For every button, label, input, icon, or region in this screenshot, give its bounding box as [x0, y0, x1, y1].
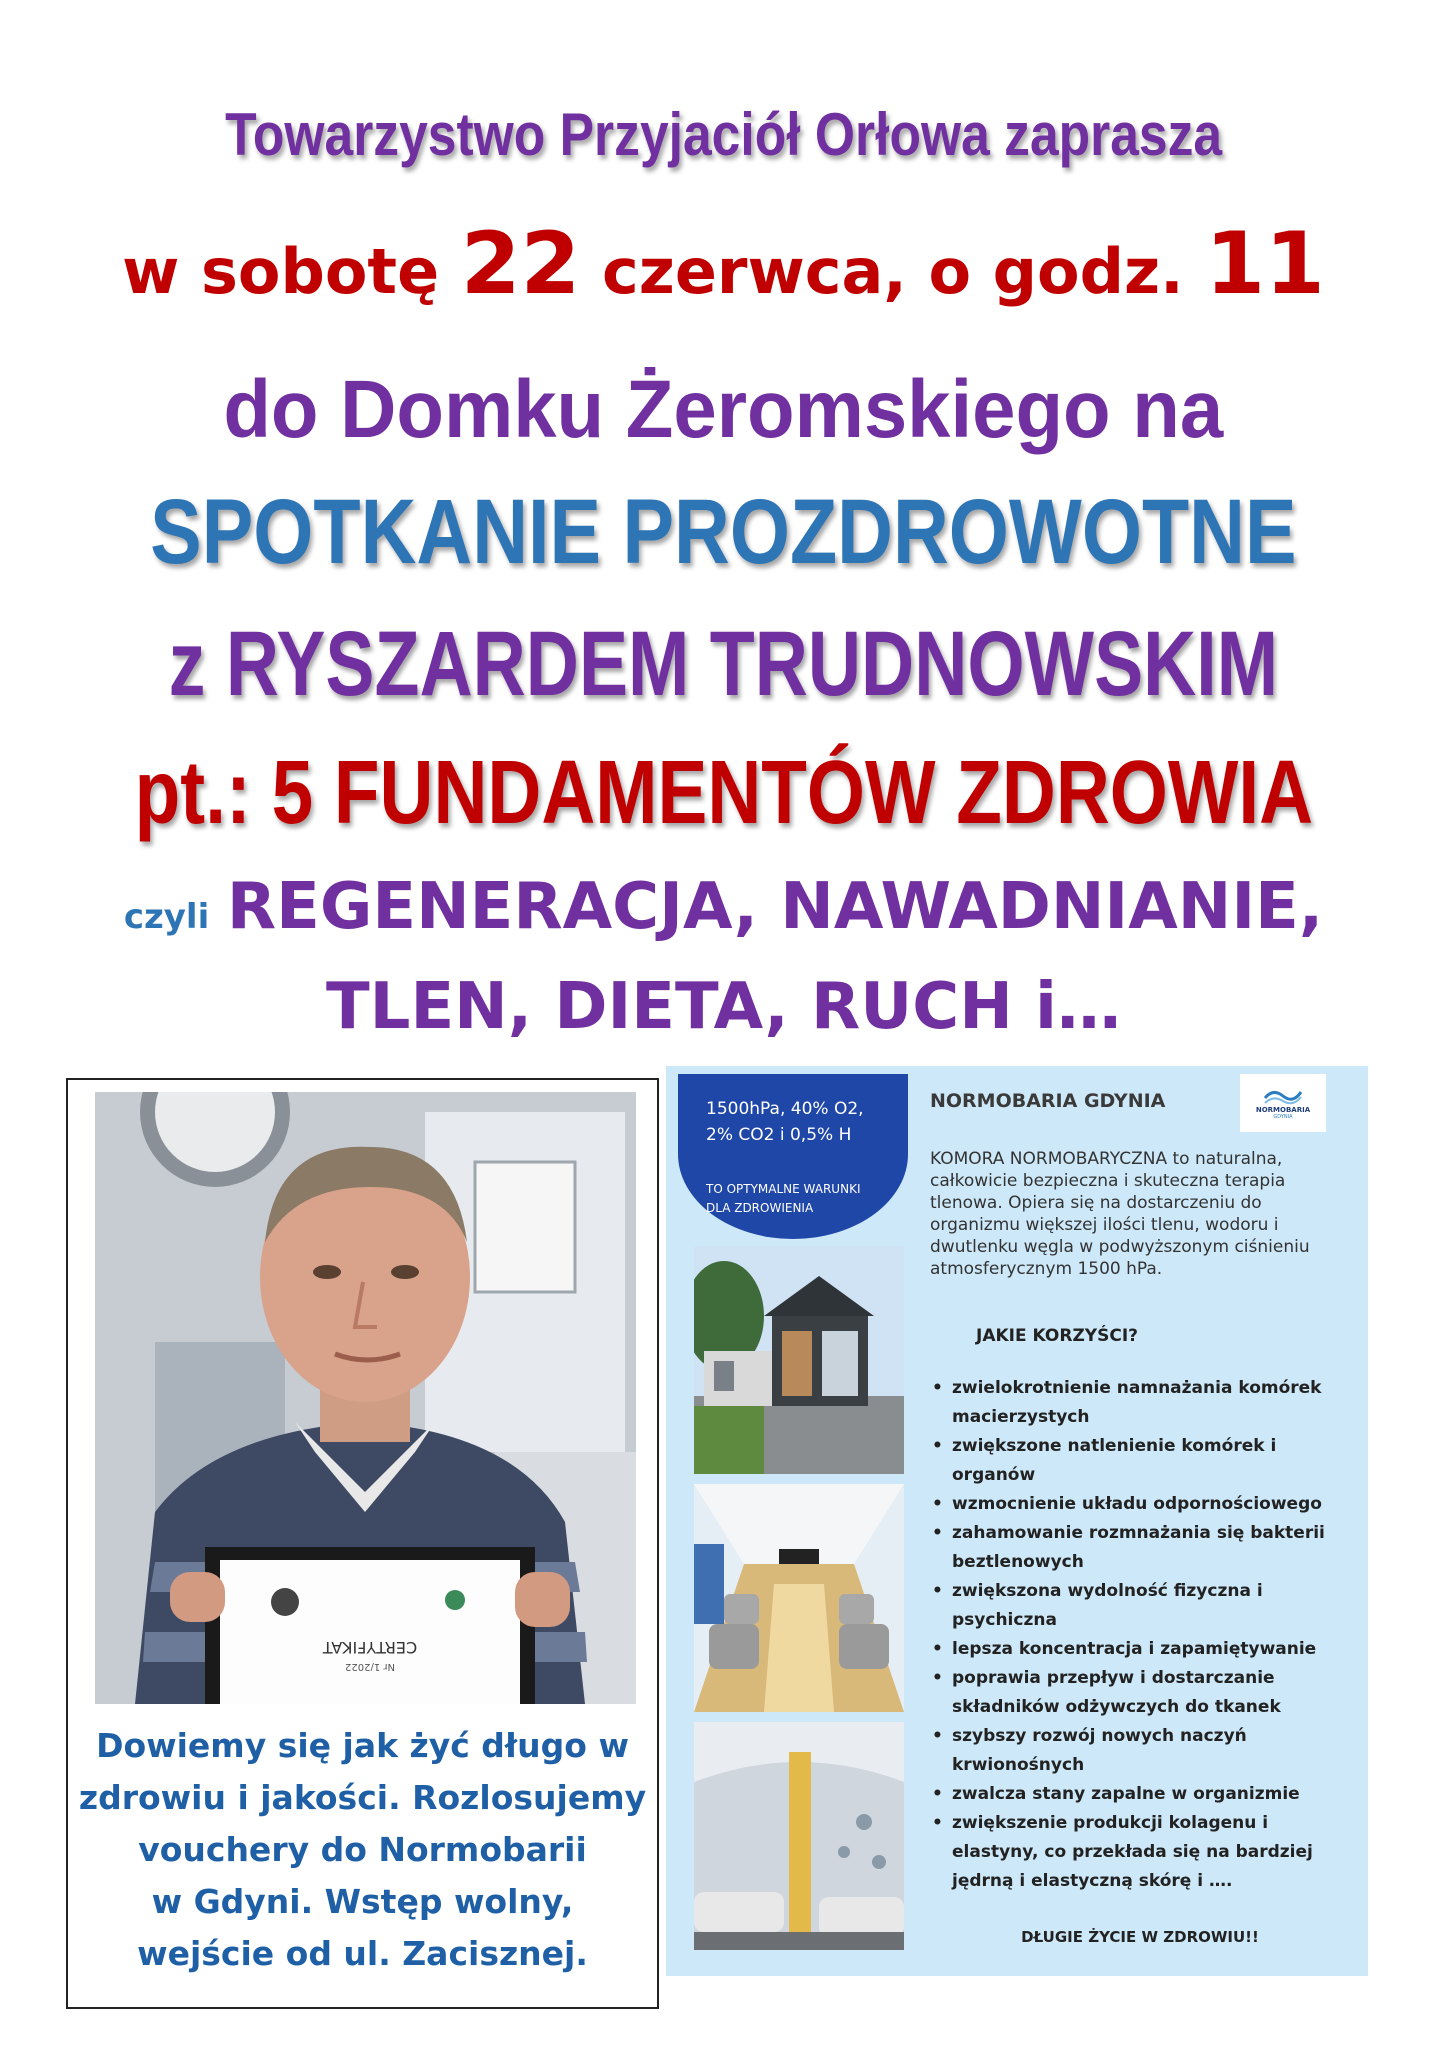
list-item: • poprawia przepływ i dostarczanie składników odżywczych do tkanek — [930, 1664, 1360, 1722]
badge-params: 1500hPa, 40% O2, 2% CO2 i 0,5% H — [706, 1099, 864, 1145]
speaker-card — [66, 1078, 659, 2009]
benefits-list — [930, 1374, 1360, 1896]
header-speaker: z RYSZARDEM TRUDNOWSKIM — [168, 613, 1279, 715]
event-info-text — [68, 1720, 657, 1980]
header-topics-line1 — [0, 870, 1447, 944]
normobaria-flyer — [666, 1066, 1368, 1976]
list-item: • zwiększenie produkcji kolagenu i elastyny, co przekłada się na bardziej jędrną i elastyczną skórę i …. — [930, 1809, 1360, 1896]
info-line: vouchery do Normobarii — [138, 1830, 587, 1869]
normobaria-logo — [1240, 1074, 1326, 1132]
date-day: 22 — [460, 214, 581, 314]
topics-list: REGENERACJA, NAWADNIANIE, — [226, 870, 1324, 944]
header-topic: pt.: 5 FUNDAMENTÓW ZDROWIA — [134, 743, 1313, 843]
logo-text: NORMOBARIA — [1255, 1106, 1311, 1114]
chamber-illustration-2 — [694, 1722, 904, 1950]
pressure-badge — [678, 1074, 908, 1239]
chamber-illustration-1 — [694, 1484, 904, 1712]
list-item: • zwiększona wydolność fizyczna i psychiczna — [930, 1577, 1360, 1635]
list-item: • szybszy rozwój nowych naczyń krwionośnych — [930, 1722, 1360, 1780]
logo-subtext: GDYNIA — [1273, 1114, 1293, 1120]
header-date-time — [0, 214, 1447, 314]
wave-icon — [1263, 1086, 1303, 1106]
header-topics-line2: TLEN, DIETA, RUCH i… — [326, 970, 1121, 1044]
normobaria-slogan: DŁUGIE ŻYCIE W ZDROWIU!! — [1021, 1928, 1259, 1946]
benefits-heading: JAKIE KORZYŚCI? — [976, 1326, 1139, 1346]
info-line: zdrowiu i jakości. Rozlosujemy — [78, 1778, 647, 1817]
info-line: Dowiemy się jak żyć długo w — [96, 1726, 629, 1765]
normobaria-title: NORMOBARIA GDYNIA — [930, 1090, 1166, 1112]
list-item: • zwielokrotnienie namnażania komórek macierzystych — [930, 1374, 1360, 1432]
info-line: w Gdyni. Wstęp wolny, — [151, 1882, 574, 1921]
list-item: • zwiększone natlenienie komórek i organów — [930, 1432, 1360, 1490]
list-item: • lepsza koncentracja i zapamiętywanie — [930, 1635, 1360, 1664]
list-item: • zahamowanie rozmnażania się bakterii beztlenowych — [930, 1519, 1360, 1577]
chamber-interior-photo-1 — [694, 1484, 904, 1712]
certificate-number: Nr 1/2022 — [345, 1661, 395, 1672]
normobaria-description: KOMORA NORMOBARYCZNA to naturalna, całkowicie bezpieczna i skuteczna terapia tlenowa. Opiera się na dostarczeniu do organizmu większej ilości tlenu, wodoru i dwutlenku węgla w podwyższonym ciśnieniu atmosferycznym 1500 hPa. — [930, 1149, 1310, 1279]
topics-prefix: czyli — [123, 897, 210, 937]
header-organizer: Towarzystwo Przyjaciół Orłowa zaprasza — [225, 101, 1222, 168]
list-item: • wzmocnienie układu odpornościowego — [930, 1490, 1360, 1519]
date-prefix: w sobotę — [122, 235, 461, 308]
header-venue: do Domku Żeromskiego na — [223, 364, 1224, 455]
building-photo — [694, 1246, 904, 1474]
header-event-type: SPOTKANIE PROZDROWOTNE — [150, 481, 1297, 583]
date-hour: 11 — [1205, 214, 1325, 314]
badge-caption: TO OPTYMALNE WARUNKI DLA ZDROWIENIA — [706, 1182, 861, 1215]
speaker-photo — [95, 1092, 636, 1704]
info-line: wejście od ul. Zacisznej. — [137, 1934, 588, 1973]
list-item: • zwalcza stany zapalne w organizmie — [930, 1780, 1360, 1809]
building-illustration — [694, 1246, 904, 1474]
chamber-interior-photo-2 — [694, 1722, 904, 1950]
certificate-title: CERTYFIKAT — [322, 1638, 418, 1657]
speaker-photo-illustration — [95, 1092, 636, 1704]
date-month: czerwca, o godz. — [580, 235, 1206, 308]
